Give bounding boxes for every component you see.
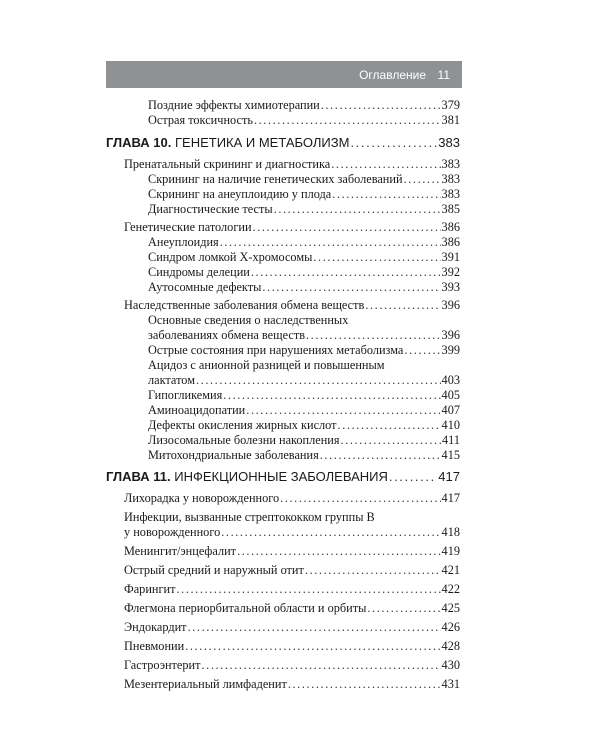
toc-entry[interactable] xyxy=(124,677,460,691)
toc-entry-page: 430 xyxy=(441,658,460,672)
toc-entry[interactable] xyxy=(124,620,460,634)
toc-entry-label: Пренатальный скрининг и диагностика xyxy=(124,157,331,171)
toc-entry[interactable] xyxy=(148,98,460,112)
toc-chapter-11[interactable] xyxy=(106,470,460,484)
toc-entry[interactable] xyxy=(124,544,460,558)
toc-entry[interactable] xyxy=(124,639,460,653)
toc-entry-page: 396 xyxy=(441,328,460,342)
toc-entry-page: 383 xyxy=(441,187,460,201)
toc-entry-label: Аутосомные дефекты xyxy=(148,280,262,294)
toc-entry[interactable] xyxy=(124,563,460,577)
toc-entry-page: 421 xyxy=(441,563,460,577)
toc-entry-page: 417 xyxy=(441,491,460,505)
toc-entry-label: Менингит/энцефалит xyxy=(124,544,237,558)
toc-entry-label: Поздние эффекты химиотерапии xyxy=(148,98,320,112)
toc-entry[interactable] xyxy=(148,265,460,279)
toc-entry-page: 379 xyxy=(441,98,460,112)
toc-entry[interactable] xyxy=(148,202,460,216)
toc-entry[interactable] xyxy=(148,343,460,357)
toc-entry-label: Пневмонии xyxy=(124,639,185,653)
toc-entry-label: Скрининг на анеуплоидию у плода xyxy=(148,187,332,201)
toc-entry-page: 383 xyxy=(441,172,460,186)
toc-entry-page: 428 xyxy=(441,639,460,653)
toc-entry-page: 426 xyxy=(441,620,460,634)
toc-entry-page: 383 xyxy=(441,157,460,171)
toc-entry-label: у новорожденного xyxy=(124,525,221,539)
toc-entry-label: Гипогликемия xyxy=(148,388,223,402)
toc-entry-page: 410 xyxy=(441,418,460,432)
toc-entry[interactable] xyxy=(148,235,460,249)
toc-entry-page: 407 xyxy=(441,403,460,417)
toc-entry-label: Аминоацидопатии xyxy=(148,403,246,417)
chapter-number: ГЛАВА 10. xyxy=(106,135,172,150)
toc-entry-label: Синдром ломкой X-хромосомы xyxy=(148,250,313,264)
toc-entry-page: 399 xyxy=(441,343,460,357)
toc-entry[interactable] xyxy=(148,328,460,342)
toc-entry-label: Гастроэнтерит xyxy=(124,658,201,672)
toc-entry[interactable] xyxy=(124,220,460,234)
toc-entry-page: 425 xyxy=(441,601,460,615)
toc-entry-label: Анеуплоидия xyxy=(148,235,219,249)
toc-entry-label: Острая токсичность xyxy=(148,113,253,127)
toc-entry-page: 419 xyxy=(441,544,460,558)
toc-entry-label: Дефекты окисления жирных кислот xyxy=(148,418,337,432)
toc-entry[interactable] xyxy=(148,187,460,201)
toc-entry-page: 422 xyxy=(441,582,460,596)
toc-entry-page: 392 xyxy=(441,265,460,279)
chapter-title: ИНФЕКЦИОННЫЕ ЗАБОЛЕВАНИЯ xyxy=(170,469,388,484)
toc-entry[interactable] xyxy=(148,373,460,387)
toc-entry-label: Флегмона периорбитальной области и орбиты xyxy=(124,601,367,615)
toc-entry[interactable] xyxy=(148,113,460,127)
toc-entry[interactable] xyxy=(124,298,460,312)
toc-entry[interactable] xyxy=(124,658,460,672)
chapter-title: ГЕНЕТИКА И МЕТАБОЛИЗМ xyxy=(171,135,350,150)
toc-entry-label: Мезентериальный лимфаденит xyxy=(124,677,287,691)
toc-entry-label: Митохондриальные заболевания xyxy=(148,448,319,462)
toc-chapter-10[interactable] xyxy=(106,136,460,150)
toc-entry[interactable] xyxy=(124,525,460,539)
toc-entry-first-line: Инфекции, вызванные стрептококком группы В xyxy=(124,510,375,524)
toc-entry-label: Скрининг на наличие генетических заболеваний xyxy=(148,172,403,186)
toc-entry-page: 383 xyxy=(438,135,460,150)
toc-entry-page: 403 xyxy=(441,373,460,387)
toc-entry-label: заболеваниях обмена веществ xyxy=(148,328,305,342)
toc-entry-label: Лихорадка у новорожденного xyxy=(124,491,280,505)
toc-entry-page: 418 xyxy=(441,525,460,539)
toc-entry-first-line: Ацидоз с анионной разницей и повышенным xyxy=(148,358,385,372)
toc-entry[interactable] xyxy=(148,403,460,417)
toc-entry-page: 386 xyxy=(441,235,460,249)
toc-entry[interactable] xyxy=(124,157,460,171)
toc-entry-label: Фарингит xyxy=(124,582,176,596)
header-page-number: 11 xyxy=(437,68,450,82)
toc-entry[interactable] xyxy=(148,250,460,264)
header-title: Оглавление xyxy=(359,68,426,82)
toc-entry-page: 411 xyxy=(442,433,460,447)
toc-entry[interactable] xyxy=(148,448,460,462)
toc-entry-page: 385 xyxy=(441,202,460,216)
toc-entry-page: 431 xyxy=(441,677,460,691)
toc-entry-label: Генетические патологии xyxy=(124,220,252,234)
toc-entry[interactable] xyxy=(148,388,460,402)
toc-entry-label: Острые состояния при нарушениях метаболизма xyxy=(148,343,404,357)
toc-entry-label: Синдромы делеции xyxy=(148,265,250,279)
toc-entry-label: Диагностические тесты xyxy=(148,202,273,216)
chapter-number: ГЛАВА 11. xyxy=(106,469,171,484)
toc-entry-label: Лизосомальные болезни накопления xyxy=(148,433,340,447)
toc-entry-label: Эндокардит xyxy=(124,620,187,634)
toc-entry[interactable] xyxy=(148,433,460,447)
toc-entry[interactable] xyxy=(124,491,460,505)
toc-entry-page: 415 xyxy=(441,448,460,462)
toc-entry-label: Наследственные заболевания обмена веществ xyxy=(124,298,365,312)
toc-entry[interactable] xyxy=(148,280,460,294)
toc-entry[interactable] xyxy=(148,418,460,432)
toc-entry-page: 405 xyxy=(441,388,460,402)
toc-entry-page: 396 xyxy=(441,298,460,312)
toc-entry-label: лактатом xyxy=(148,373,195,387)
toc-entry-page: 417 xyxy=(438,469,460,484)
toc-entry[interactable] xyxy=(124,601,460,615)
toc-entry-page: 386 xyxy=(441,220,460,234)
toc-entry-page: 393 xyxy=(441,280,460,294)
toc-entry[interactable] xyxy=(148,172,460,186)
toc-entry-label: Острый средний и наружный отит xyxy=(124,563,304,577)
toc-entry-page: 381 xyxy=(441,113,460,127)
toc-entry-page: 391 xyxy=(441,250,460,264)
toc-entry-first-line: Основные сведения о наследственных xyxy=(148,313,349,327)
toc-entry[interactable] xyxy=(124,582,460,596)
